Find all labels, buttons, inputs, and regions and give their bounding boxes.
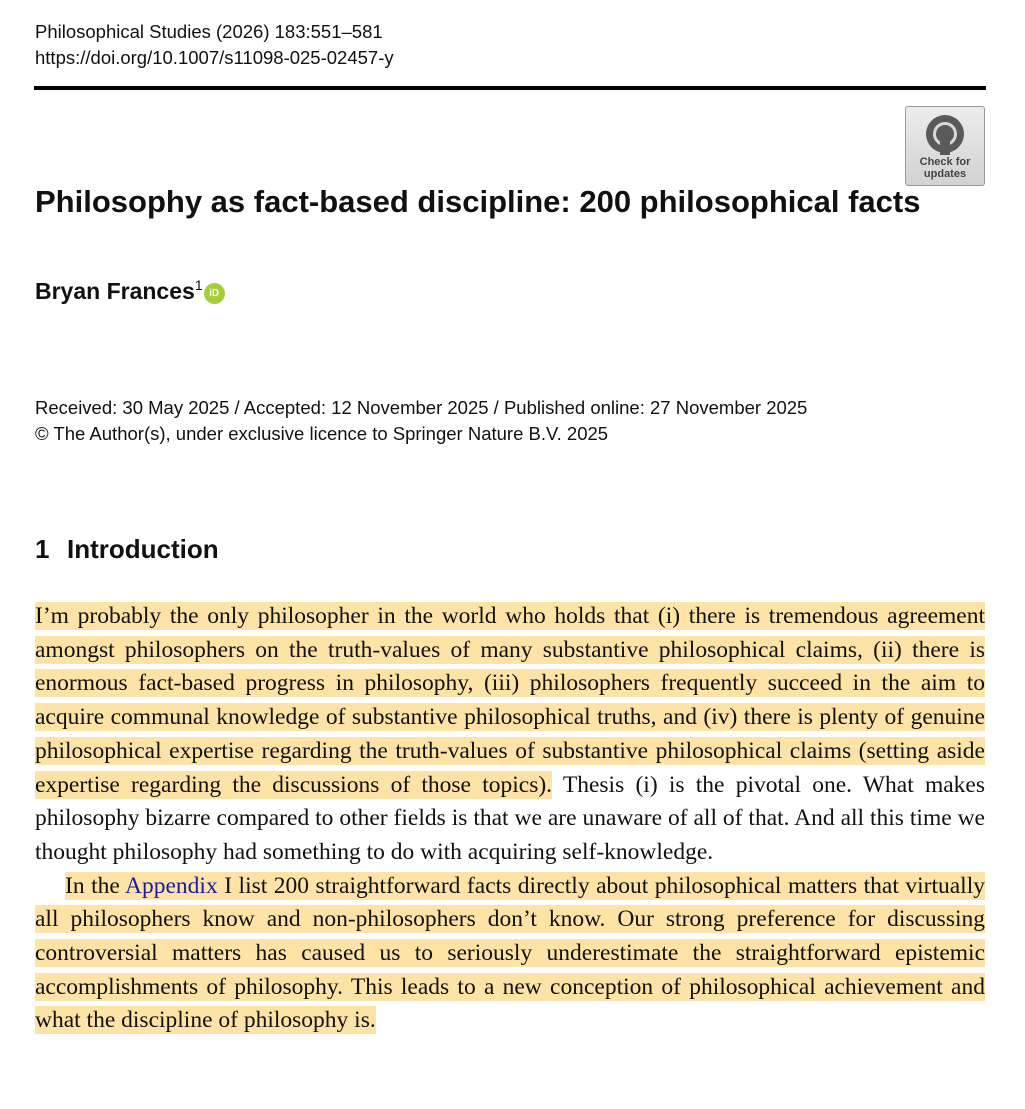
author-name[interactable]: Bryan Frances — [35, 278, 195, 304]
author-line — [35, 270, 225, 306]
body-text — [35, 600, 985, 1038]
doi-link[interactable]: https://doi.org/10.1007/s11098-025-02457-y — [35, 47, 394, 68]
copyright-notice: © The Author(s), under exclusive licence to Springer Nature B.V. 2025 — [35, 423, 609, 444]
header-divider — [34, 86, 986, 90]
highlighted-text[interactable]: I’m probably the only philosopher in the world who holds that (i) there is tremendous agreement amongst philosophers on the truth-values of many substantive philosophical claims, (ii) there is enormous fact-based progress in philosophy, (iii) philosophers frequently succeed in the aim to acquire communal knowledge of substantive philosophical truths, and (iv) there is plenty of genuine philosophical expertise regarding the truth-values of substantive philosophical claims (setting aside expertise regarding the discussions of those topics). — [35, 603, 985, 798]
check-updates-label-2: updates — [923, 168, 967, 180]
paper-title: Philosophy as fact-based discipline: 200 philosophical facts — [35, 184, 921, 219]
orcid-icon[interactable]: iD — [204, 283, 225, 304]
paragraph-text: In the — [65, 872, 126, 899]
crossmark-icon — [924, 113, 966, 155]
highlighted-text-2[interactable] — [35, 872, 985, 1035]
publication-dates: Received: 30 May 2025 / Accepted: 12 November 2025 / Published online: 27 November 2025 — [35, 397, 808, 418]
section-title: Introduction — [67, 534, 219, 564]
author-affiliation-marker[interactable]: 1 — [194, 277, 203, 293]
paragraph-text: Thesis (i) is the pivotal one. What makes philosophy bizarre compared to other fields is that we are unaware of all of that. And all this time we thought philosophy had something to do with acquiring self-knowledge. — [35, 771, 985, 865]
section-heading — [35, 532, 219, 566]
appendix-link[interactable]: Appendix — [125, 872, 218, 899]
section-number: 1 — [35, 534, 50, 564]
paragraph-text: I list 200 straightforward facts directly about philosophical matters that virtually all philosophers know and non-philosophers don’t know. Our strong preference for discussing controversial matters has caused us to seriously underestimate the straightforward epistemic accomplishments of philosophy. This leads to a new conception of philosophical achievement and what the discipline of philosophy is. — [35, 872, 985, 1034]
check-for-updates-button[interactable] — [905, 106, 985, 186]
check-updates-label: Check for — [919, 156, 971, 168]
journal-citation: Philosophical Studies (2026) 183:551–581 — [35, 21, 383, 42]
paragraph-1 — [35, 600, 985, 870]
paragraph-2 — [35, 870, 985, 1039]
